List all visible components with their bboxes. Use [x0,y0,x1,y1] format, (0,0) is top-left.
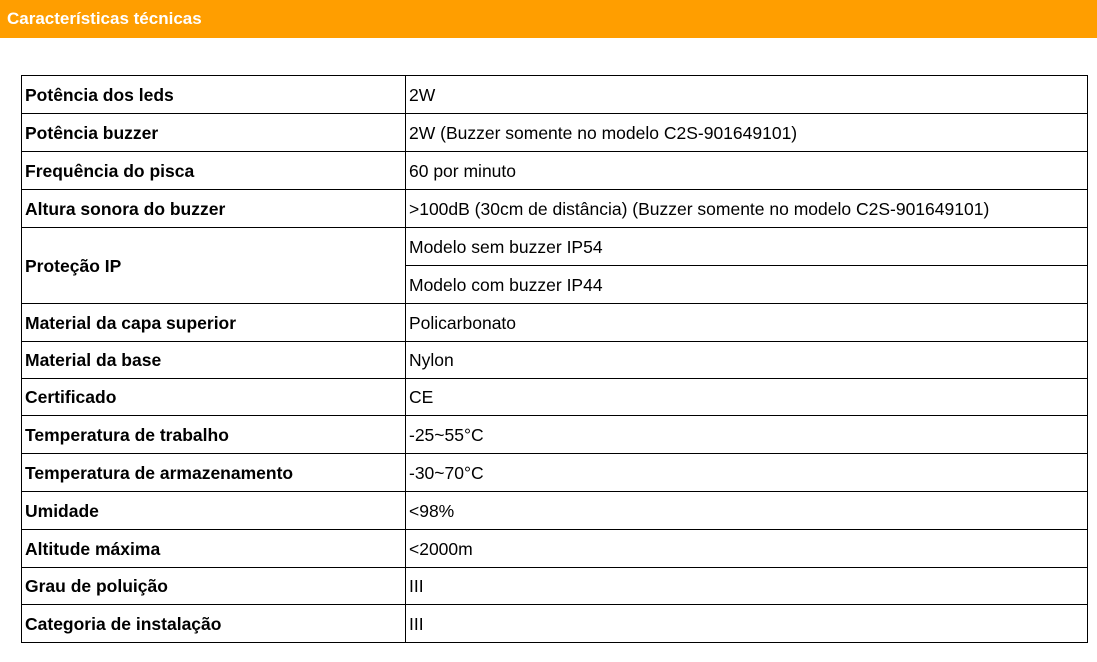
spec-value: 60 por minuto [406,152,1088,190]
table-row [22,454,1088,492]
spec-label: Umidade [22,492,406,530]
table-row [22,492,1088,530]
spec-value: Policarbonato [406,304,1088,342]
table-row [22,342,1088,379]
spec-label: Categoria de instalação [22,605,406,643]
spec-value: III [406,605,1088,643]
spec-label: Certificado [22,379,406,416]
table-row [22,605,1088,643]
table-row [22,530,1088,568]
table-row [22,416,1088,454]
table-row [22,379,1088,416]
spec-value: 2W (Buzzer somente no modelo C2S-901649101) [406,114,1088,152]
spec-label: Potência dos leds [22,76,406,114]
spec-value: 2W [406,76,1088,114]
spec-value: Nylon [406,342,1088,379]
spec-label: Temperatura de armazenamento [22,454,406,492]
spec-value: Modelo com buzzer IP44 [406,266,1088,304]
spec-label: Material da base [22,342,406,379]
table-row [22,228,1088,266]
spec-label: Material da capa superior [22,304,406,342]
spec-label: Temperatura de trabalho [22,416,406,454]
spec-label: Proteção IP [22,228,406,304]
spec-value: CE [406,379,1088,416]
table-row [22,152,1088,190]
spec-value: <98% [406,492,1088,530]
spec-value: >100dB (30cm de distância) (Buzzer somente no modelo C2S-901649101) [406,190,1088,228]
table-row [22,114,1088,152]
table-row [22,76,1088,114]
spec-label: Potência buzzer [22,114,406,152]
table-row [22,304,1088,342]
spec-label: Grau de poluição [22,568,406,605]
table-row [22,190,1088,228]
spec-value: Modelo sem buzzer IP54 [406,228,1088,266]
spec-value: III [406,568,1088,605]
technical-specs-table [21,75,1088,643]
section-title: Características técnicas [7,9,202,28]
spec-label: Altitude máxima [22,530,406,568]
table-row [22,568,1088,605]
section-header-bar [0,0,1097,38]
spec-value: <2000m [406,530,1088,568]
spec-label: Altura sonora do buzzer [22,190,406,228]
spec-value: -25~55°C [406,416,1088,454]
spec-value: -30~70°C [406,454,1088,492]
spec-label: Frequência do pisca [22,152,406,190]
